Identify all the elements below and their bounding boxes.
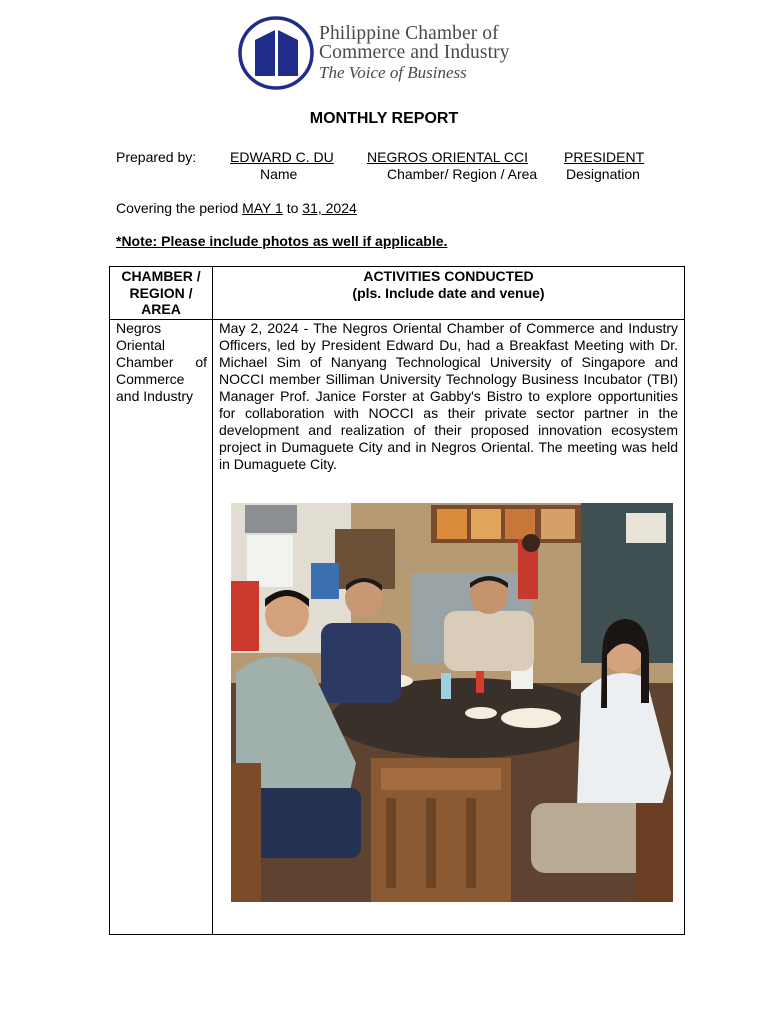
period-to: to [286,200,299,216]
photo-note: *Note: Please include photos as well if applicable. [116,233,448,249]
activities-table [109,266,685,935]
prepared-by-label: Prepared by: [116,149,197,165]
name-caption: Name [260,166,298,182]
report-title: MONTHLY REPORT [309,110,459,127]
pcci-building-logo-icon [238,16,314,90]
pcci-logo [238,16,528,90]
period-label: Covering the period [116,200,239,216]
organization-name [319,24,510,83]
column-divider [212,267,213,934]
organization-name-line1: Philippine Chamber of [319,23,499,44]
preparer-chamber: NEGROS ORIENTAL CCI [367,149,529,165]
period-start: MAY 1 [242,200,283,216]
organization-name-line2: Commerce and Industry [319,42,510,63]
breakfast-meeting-photo [231,503,673,902]
chamber-column-header: CHAMBER / REGION / AREA [121,268,201,317]
chamber-caption: Chamber/ Region / Area [387,166,538,182]
activities-header-line2: (pls. Include date and venue) [352,284,545,301]
activities-column-header [213,268,684,301]
organization-tagline: The Voice of Business [319,63,467,82]
designation-caption: Designation [566,166,640,182]
period-end: 31, 2024 [302,200,357,216]
chamber-cell: Negros Oriental Chamber of Commerce and Industry [116,320,207,404]
activity-description: May 2, 2024 - The Negros Oriental Chamber of Commerce and Industry Officers, led by President Edward Du, had a Breakfast Meeting with Dr. Michael Sim of Nanyang Technological University of Singapore and NOCCI member Silliman University Technology Business Incubator (TBI) Manager Prof. Janice Forster at Gabby's Bistro to explore opportunities for collaboration with NOCCI as their private sector partner in the development and realization of their proposed innovation ecosystem project in Dumaguete City and in Negros Oriental. The meeting was held in Dumaguete City. [219,320,678,472]
activities-header-line1: ACTIVITIES CONDUCTED [363,268,534,284]
preparer-designation: PRESIDENT [564,149,645,165]
covering-period [116,200,357,216]
preparer-name: EDWARD C. DU [230,149,334,165]
